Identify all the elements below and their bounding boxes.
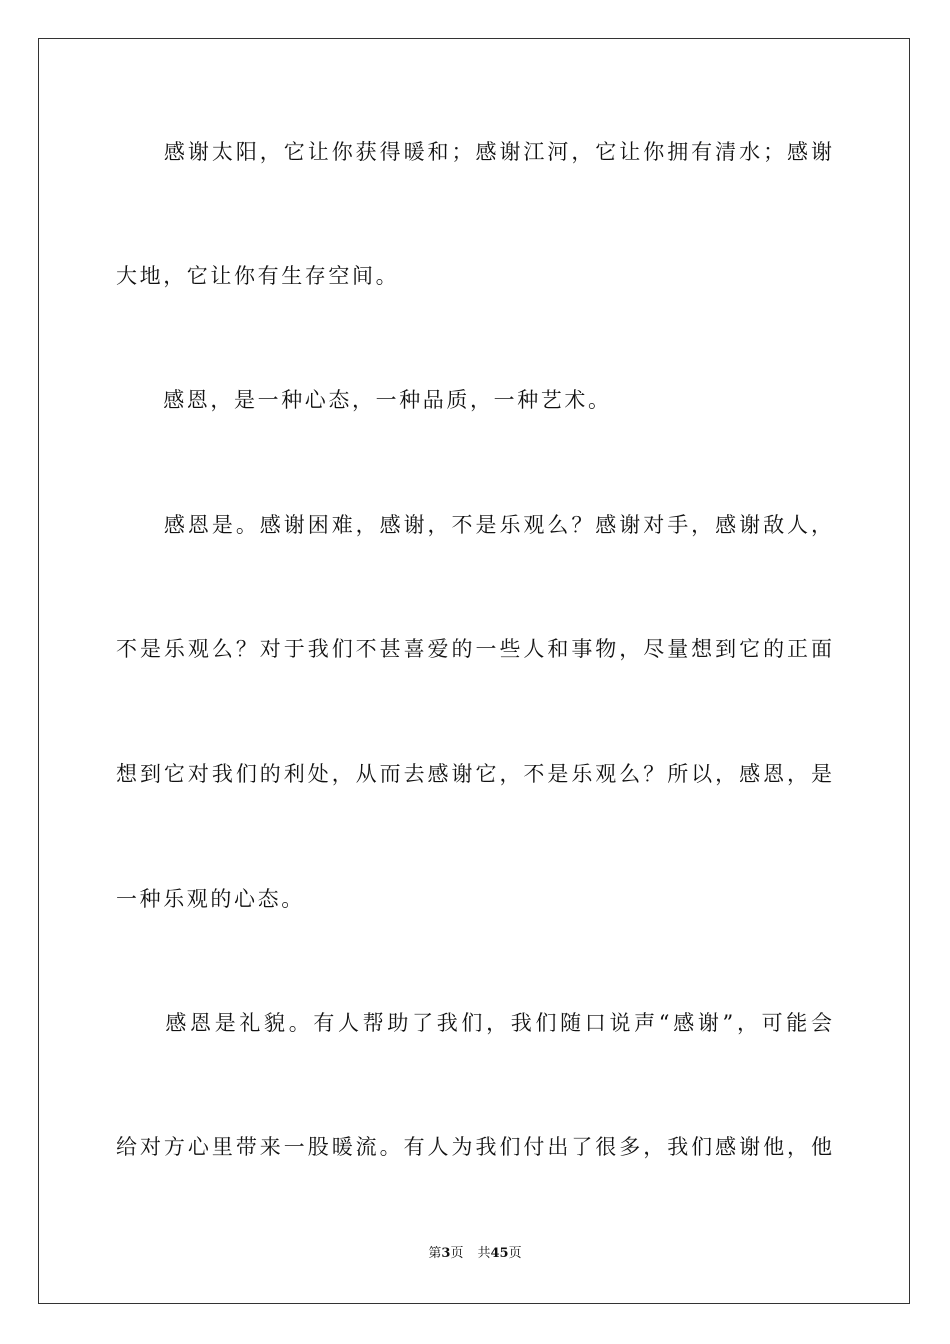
page-prefix: 第 xyxy=(428,1246,442,1261)
page-border xyxy=(38,38,910,1304)
total-pages: 45 xyxy=(490,1246,509,1261)
text-line-8: 感恩是礼貌。有人帮助了我们，我们随口说声“感谢”，可能会 xyxy=(116,1011,832,1035)
text-line-7: 一种乐观的心态。 xyxy=(116,887,305,911)
page-number: 3 xyxy=(441,1246,451,1261)
text-line-2: 大地，它让你有生存空间。 xyxy=(116,264,400,288)
page-footer xyxy=(0,1245,950,1263)
page-suffix: 页 xyxy=(450,1246,464,1261)
text-line-6: 想到它对我们的利处，从而去感谢它，不是乐观么？所以，感恩，是 xyxy=(116,762,832,786)
text-line-9: 给对方心里带来一股暖流。有人为我们付出了很多，我们感谢他，他 xyxy=(116,1135,832,1159)
total-prefix: 共 xyxy=(477,1246,491,1261)
total-suffix: 页 xyxy=(508,1246,522,1261)
text-line-5: 不是乐观么？对于我们不甚喜爱的一些人和事物，尽量想到它的正面 xyxy=(116,637,832,661)
text-line-1: 感谢太阳，它让你获得暖和；感谢江河，它让你拥有清水；感谢 xyxy=(116,140,832,164)
text-line-4: 感恩是。感谢困难，感谢，不是乐观么？感谢对手，感谢敌人， xyxy=(116,513,832,537)
text-line-3: 感恩，是一种心态，一种品质，一种艺术。 xyxy=(116,388,612,412)
